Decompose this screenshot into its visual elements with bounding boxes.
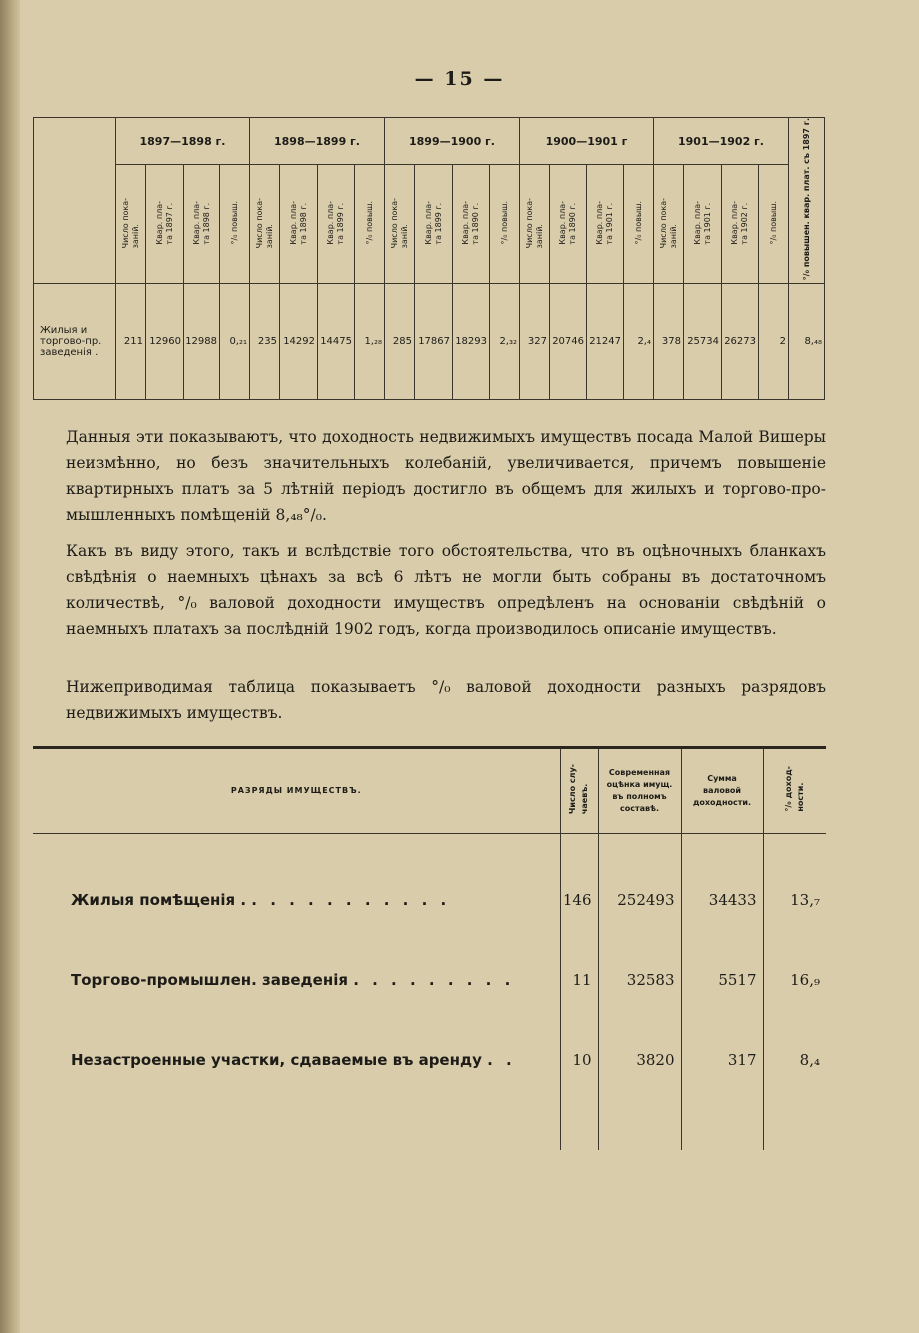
- data-cell: 26273: [722, 284, 759, 400]
- year-header: 1900—1901 г: [520, 118, 654, 165]
- yield-table: [33, 746, 826, 1150]
- column-subheader: Квар. пла- та 1890 г.: [550, 165, 587, 284]
- data-cell: 8,₄₈: [789, 284, 825, 400]
- paragraph: Нижеприводимая таблица показываетъ °/₀ валовой доходности разныхъ разрядовъ недвижимыхъ имуществъ.: [66, 678, 826, 722]
- data-cell: 14475: [318, 284, 355, 400]
- income-header: Сумма валовой доходности.: [681, 748, 763, 834]
- column-subheader: °/₀ повыш.: [759, 165, 789, 284]
- column-subheader: Число пока- заній.: [385, 165, 415, 284]
- data-cell: 327: [520, 284, 550, 400]
- column-subheader: Квар. пла- та 1899 г.: [318, 165, 355, 284]
- valuation-header: Современная оцѣнка имущ. въ полномъ составѣ.: [598, 748, 681, 834]
- yield-pct-header: °/₀ доход- ности.: [763, 748, 826, 834]
- column-subheader: Квар. пла- та 1902 г.: [722, 165, 759, 284]
- column-subheader: °/₀ повыш.: [220, 165, 250, 284]
- column-subheader: Квар. пла- та 1901 г.: [684, 165, 722, 284]
- year-header: 1899—1900 г.: [385, 118, 520, 165]
- column-subheader: Квар. пла- та 1901 г.: [587, 165, 624, 284]
- column-subheader: Квар. пла- та 1897 г.: [146, 165, 184, 284]
- paragraph: Какъ въ виду этого, такъ и вслѣдствіе того обстоятельства, что въ оцѣночныхъ бланкахъ свѣдѣнія о наемныхъ цѣнахъ за всѣ 6 лѣтъ не могли быть собраны въ достаточномъ количествѣ, °/₀ валовой доходности имуществъ опредѣленъ на основаніи свѣдѣній о наемныхъ платахъ за послѣдній 1902 годъ, когда производилось описаніе имуществъ.: [66, 542, 826, 638]
- data-cell: 12988: [184, 284, 220, 400]
- column-subheader: Число пока- заній.: [520, 165, 550, 284]
- year-header: 1897—1898 г.: [116, 118, 250, 165]
- data-cell: 378: [654, 284, 684, 400]
- column-subheader: °/₀ повыш.: [624, 165, 654, 284]
- total-increase-header: °/₀ повышен. квар. плат. съ 1897 г.: [789, 118, 825, 284]
- data-cell: 235: [250, 284, 280, 400]
- column-subheader: Число пока- заній.: [654, 165, 684, 284]
- column-subheader: °/₀ повыш.: [355, 165, 385, 284]
- column-subheader: Квар. пла- та 1898 г.: [280, 165, 318, 284]
- data-cell: 2: [759, 284, 789, 400]
- page-number: — 15 —: [414, 68, 505, 90]
- data-cell: 17867: [415, 284, 453, 400]
- table-row: Незастроенные участки, сдаваемые въ аренду . . 10 3820 317 8,₄: [33, 1020, 826, 1100]
- count-header: Число слу- чаевъ.: [560, 748, 598, 834]
- data-cell: 25734: [684, 284, 722, 400]
- rent-table: [33, 117, 825, 400]
- data-cell: 1,₂₈: [355, 284, 385, 400]
- row-label-header: [34, 118, 116, 284]
- column-subheader: Квар. пла- та 1898 г.: [184, 165, 220, 284]
- data-cell: 21247: [587, 284, 624, 400]
- data-cell: 18293: [453, 284, 490, 400]
- data-cell: 2,₃₂: [490, 284, 520, 400]
- column-subheader: °/₀ повыш.: [490, 165, 520, 284]
- year-header: 1898—1899 г.: [250, 118, 385, 165]
- data-cell: 211: [116, 284, 146, 400]
- year-header: 1901—1902 г.: [654, 118, 789, 165]
- data-cell: 12960: [146, 284, 184, 400]
- column-subheader: Число пока- заній.: [250, 165, 280, 284]
- page-binding-edge: [0, 0, 20, 1333]
- data-cell: 285: [385, 284, 415, 400]
- data-cell: 2,₄: [624, 284, 654, 400]
- data-cell: 14292: [280, 284, 318, 400]
- paragraph: Данныя эти показываютъ, что доходность недвижимыхъ имуществъ посада Малой Вишеры неизмѣнно, но безъ значительныхъ колебаній, увеличивается, причемъ повышеніе квартирныхъ платъ за 5 лѣтній періодъ достигло въ общемъ для жилыхъ и торгово-про-мышленныхъ помѣщеній 8,₄₈°/₀.: [66, 428, 826, 524]
- data-cell: 0,₂₁: [220, 284, 250, 400]
- column-subheader: Квар. пла- та 1899 г.: [415, 165, 453, 284]
- table-row: Торгово-промышлен. заведенія . . . . . . . . . 11 32583 5517 16,₉: [33, 940, 826, 1020]
- categories-header: РАЗРЯДЫ ИМУЩЕСТВЪ.: [33, 748, 560, 834]
- column-subheader: Число пока- заній.: [116, 165, 146, 284]
- row-label: Жилыя и торгово-пр. заведенія .: [34, 284, 116, 400]
- column-subheader: Квар. пла- та 1890 г.: [453, 165, 490, 284]
- table-row: Жилыя помѣщенія . . . . . . . . . . . . 146 252493 34433 13,₇: [33, 860, 826, 940]
- data-cell: 20746: [550, 284, 587, 400]
